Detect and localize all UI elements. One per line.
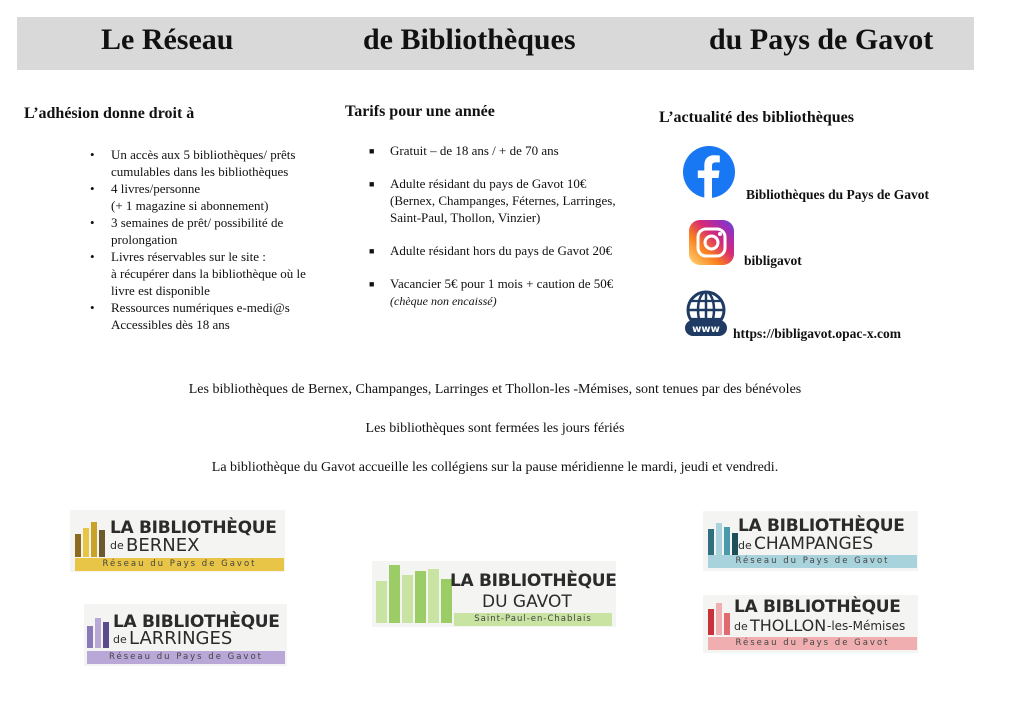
rates-heading: Tarifs pour une année bbox=[345, 103, 495, 120]
holidays-note: Les bibliothèques sont fermées les jours fériés bbox=[365, 421, 625, 436]
facebook-link[interactable]: Bibliothèques du Pays de Gavot bbox=[746, 187, 930, 202]
website-link[interactable]: https://bibligavot.opac-x.com bbox=[733, 326, 902, 341]
instagram-icon[interactable] bbox=[689, 220, 734, 265]
list-item: ■ Gratuit – de 18 ans / + de 70 ans bbox=[369, 143, 559, 158]
www-label: www bbox=[692, 324, 720, 335]
list-item: • Ressources numériques e-medi@s Accessibles dès 18 ans bbox=[90, 300, 290, 332]
logo-gavot: LA BIBLIOTHÈQUE DU GAVOT Saint-Paul-en-Chablais bbox=[372, 561, 616, 627]
logo-larringes: LA BIBLIOTHÈQUE de LARRINGES Réseau du Pays de Gavot bbox=[84, 604, 287, 666]
logo-thollon: LA BIBLIOTHÈQUE de THOLLON -les-Mémises Réseau du Pays de Gavot bbox=[703, 595, 918, 653]
title-part-1: Le Réseau bbox=[101, 23, 234, 56]
list-item: • Livres réservables sur le site : à récupérer dans la bibliothèque où le livre est disponible bbox=[90, 249, 306, 298]
rates-note: (chèque non encaissé) bbox=[390, 294, 497, 308]
globe-icon[interactable] bbox=[684, 290, 728, 338]
facebook-icon[interactable] bbox=[683, 146, 735, 198]
membership-list bbox=[90, 146, 340, 333]
list-item: ■ Adulte résidant hors du pays de Gavot 20€ bbox=[369, 243, 613, 258]
rates-list bbox=[369, 142, 649, 310]
title-bar bbox=[17, 17, 974, 70]
title-part-2: de Bibliothèques bbox=[363, 23, 576, 56]
news-heading: L’actualité des bibliothèques bbox=[659, 109, 854, 126]
title-part-3: du Pays de Gavot bbox=[709, 23, 934, 56]
network-tagline: Réseau du Pays de Gavot bbox=[708, 555, 917, 568]
logo-champanges: LA BIBLIOTHÈQUE de CHAMPANGES Réseau du Pays de Gavot bbox=[703, 511, 918, 571]
gavot-tagline: Saint-Paul-en-Chablais bbox=[454, 613, 612, 626]
logo-bernex: LA BIBLIOTHÈQUE de BERNEX Réseau du Pays de Gavot bbox=[70, 510, 285, 572]
list-item: • 4 livres/personne (+ 1 magazine si abonnement) bbox=[90, 181, 269, 213]
list-item: ■ Vacancier 5€ pour 1 mois + caution de 50€ (chèque non encaissé) bbox=[369, 276, 614, 308]
network-tagline: Réseau du Pays de Gavot bbox=[75, 558, 284, 571]
list-item: • Un accès aux 5 bibliothèques/ prêts cumulables dans les bibliothèques bbox=[90, 147, 296, 179]
network-tagline: Réseau du Pays de Gavot bbox=[87, 651, 285, 664]
instagram-link[interactable]: bibligavot bbox=[744, 253, 802, 268]
list-item: ■ Adulte résidant du pays de Gavot 10€ (Bernex, Champanges, Féternes, Larringes, Saint-Paul, Thollon, Vinzier) bbox=[369, 176, 616, 225]
list-item: • 3 semaines de prêt/ possibilité de prolongation bbox=[90, 215, 284, 247]
network-tagline: Réseau du Pays de Gavot bbox=[708, 637, 917, 650]
volunteers-note: Les bibliothèques de Bernex, Champanges, Larringes et Thollon-les -Mémises, sont tenues par des bénévoles bbox=[188, 382, 802, 397]
membership-heading: L’adhésion donne droit à bbox=[24, 105, 195, 122]
students-note: La bibliothèque du Gavot accueille les collégiens sur la pause méridienne le mardi, jeudi et vendredi. bbox=[211, 460, 779, 475]
